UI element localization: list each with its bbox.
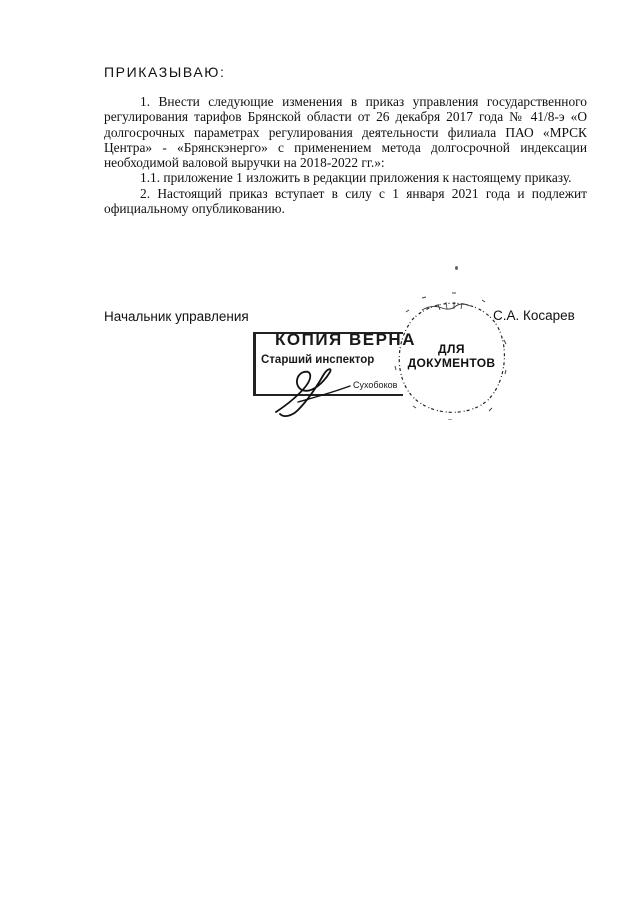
signatory-position: Начальник управления [104, 309, 249, 324]
handwritten-signature [268, 360, 358, 420]
order-heading: ПРИКАЗЫВАЮ: [104, 64, 226, 80]
seal-line-1: ДЛЯ [437, 342, 466, 356]
paragraph-2: 2. Настоящий приказ вступает в силу с 1 января 2021 года и подлежит официальному опубликованию. [104, 185, 587, 217]
stamp-frame-left [253, 332, 256, 396]
seal-line-2: ДОКУМЕНТОВ [407, 356, 496, 370]
signatory-name: С.А. Косарев [493, 308, 575, 323]
scan-speck [455, 266, 458, 270]
copy-stamp-title: КОПИЯ ВЕРНА [275, 330, 416, 349]
copy-stamp-role: Старший инспектор [261, 354, 375, 366]
paragraph-1: 1. Внести следующие изменения в приказ управления государственного регулирования тарифов Брянской области от 26 декабря 2017 года № 41/8-э «О долгосрочных параметрах регулирования деятельности филиала ПАО «МРСК Центра» - «Брянскэнерго» с применением метода долгосрочной индексации необходимой валовой выручки на 2018-2022 гг.»: [104, 94, 587, 171]
copy-stamp-name: Сухобоков [353, 380, 398, 390]
order-body [104, 94, 587, 216]
paragraph-1-1: 1.1. приложение 1 изложить в редакции приложения к настоящему приказу. [140, 170, 572, 186]
round-seal-text [404, 342, 499, 370]
